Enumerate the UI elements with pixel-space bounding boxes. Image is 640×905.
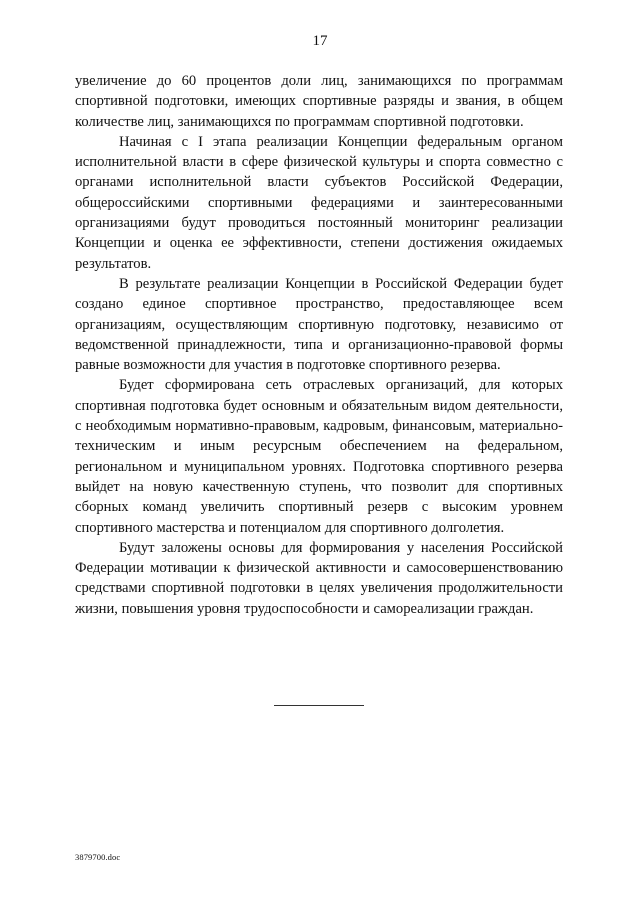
end-separator-line — [274, 705, 364, 706]
paragraph-monitoring: Начиная с I этапа реализации Концепции федеральным органом исполнительной власти в сфере физической культуры и спорта совместно с органами исполнительной власти субъектов Российской Федерации, общероссийскими спортивными федерациями и заинтересованными организациями будут проводиться постоянный мониторинг реализации Концепции и оценка ее эффективности, степени достижения ожидаемых результатов. — [75, 133, 563, 272]
paragraph-organizations-network: Будет сформирована сеть отраслевых организаций, для которых спортивная подготовка будет основным и обязательным видом деятельности, с необходимым нормативно-правовым, кадровым, финансовым, материально-техническим и иным ресурсным обеспечением на федеральном, региональном и муниципальном уровнях. Подготовка спортивного резерва выйдет на новую качественную ступень, что позволит для спортивных сборных команд увеличить спортивный резерв с высоким уровнем спортивного мастерства и потенциалом для спортивного долголетия. — [75, 377, 563, 536]
paragraph-continuation: увеличение до 60 процентов доли лиц, занимающихся по программам спортивной подготовки, имеющих спортивные разряды и звания, в общем количестве лиц, занимающихся по программам спортивной подготовки. — [75, 73, 563, 130]
page-number: 17 — [312, 33, 328, 49]
document-file-id: 3879700.doc — [75, 852, 121, 862]
document-body — [75, 71, 563, 619]
paragraph-motivation: Будут заложены основы для формирования у населения Российской Федерации мотивации к физической активности и самосовершенствованию средствами спортивной подготовки в целях увеличения продолжительности жизни, повышения уровня трудоспособности и самореализации граждан. — [75, 539, 563, 617]
paragraph-sport-space: В результате реализации Концепции в Российской Федерации будет создано единое спортивное пространство, предоставляющее всем организациям, осуществляющим спортивную подготовку, независимо от ведомственной принадлежности, типа и организационно-правовой формы равные возможности для участия в подготовке спортивного резерва. — [75, 275, 563, 374]
